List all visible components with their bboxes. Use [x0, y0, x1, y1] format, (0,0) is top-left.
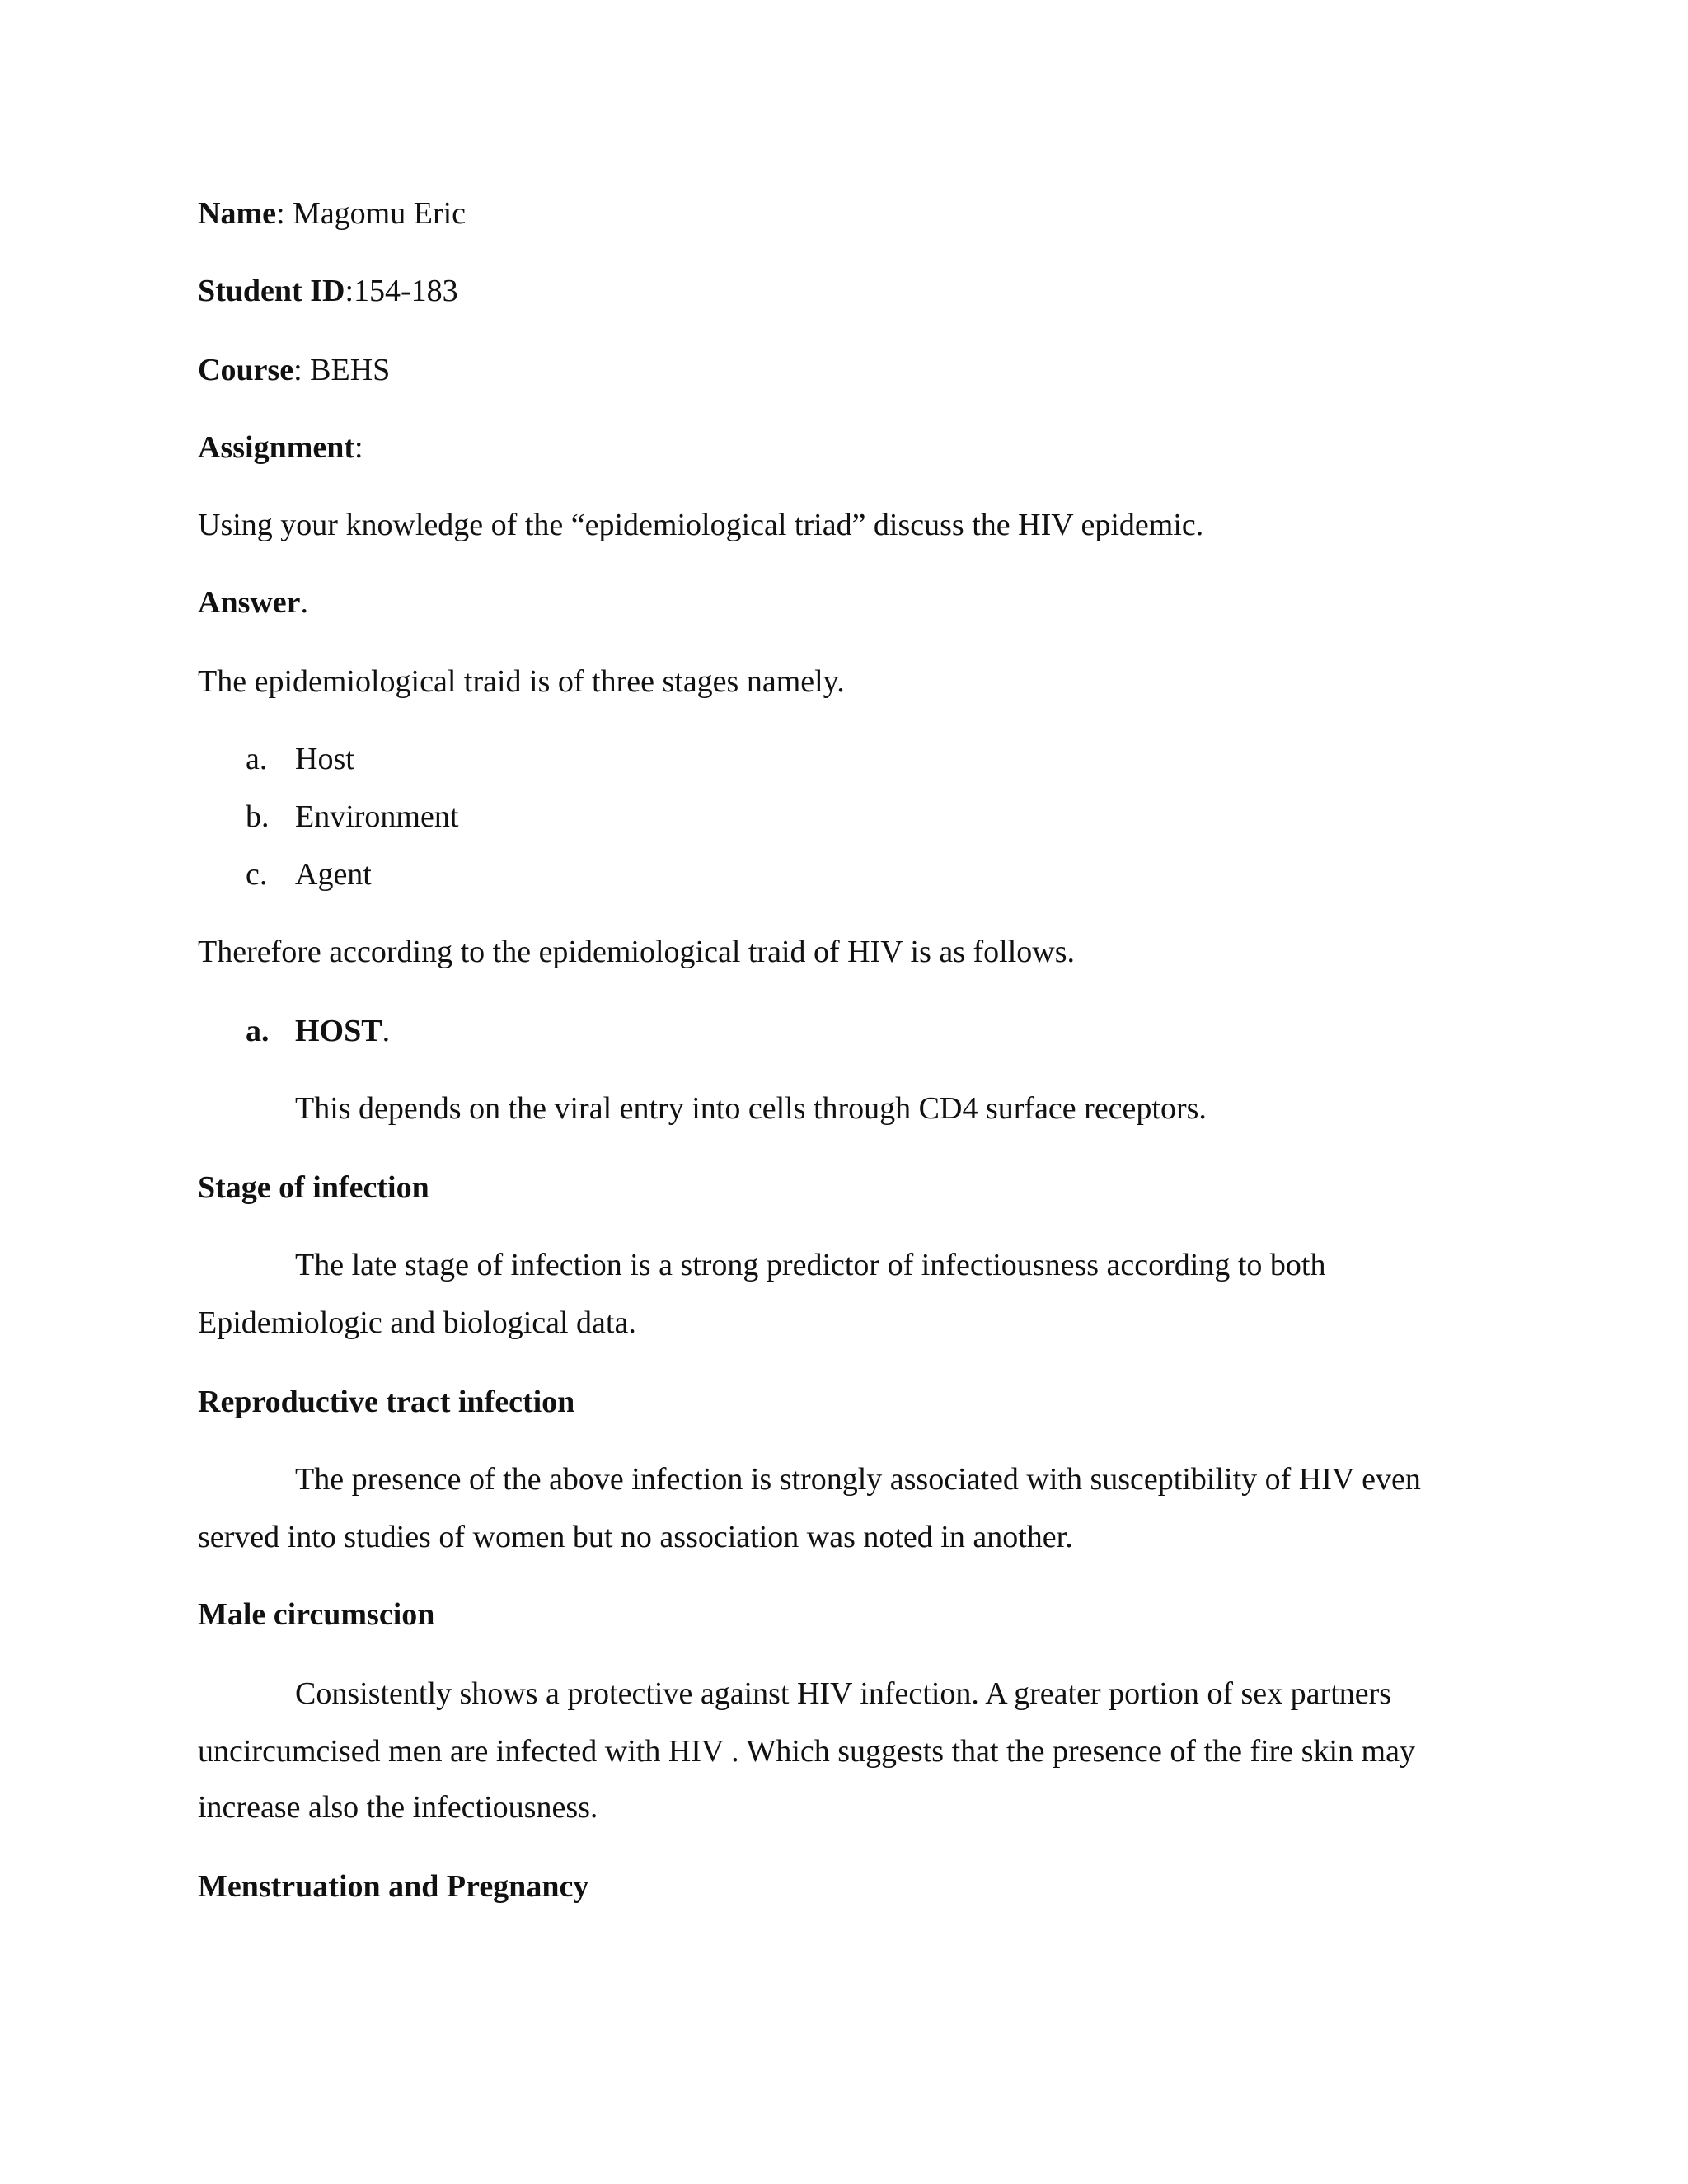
section-line: Epidemiologic and biological data.	[198, 1305, 636, 1340]
section-line: increase also the infectiousness.	[198, 1790, 598, 1825]
assignment-colon: :	[354, 430, 363, 465]
section-heading-menstruation: Menstruation and Pregnancy	[198, 1869, 589, 1904]
section-line: uncircumcised men are infected with HIV . Which suggests that the presence of the fire skin may	[198, 1734, 1415, 1769]
list-item	[246, 859, 267, 890]
assignment-line	[198, 432, 363, 463]
name-line	[198, 198, 466, 229]
course-line	[198, 354, 390, 386]
student-id-label: Student ID	[198, 274, 345, 308]
student-id-line	[198, 275, 458, 307]
list-item-text: Environment	[295, 799, 459, 834]
section-line: The presence of the above infection is strongly associated with susceptibility of HIV even	[295, 1462, 1421, 1497]
host-period: .	[382, 1014, 391, 1048]
name-label: Name	[198, 196, 276, 231]
answer-label: Answer	[198, 585, 301, 620]
list-item-text: Host	[295, 742, 354, 776]
assignment-label: Assignment	[198, 430, 355, 465]
answer-period: .	[300, 585, 309, 620]
list-item	[246, 801, 270, 832]
answer-line	[198, 587, 308, 618]
name-value: : Magomu Eric	[275, 196, 467, 231]
list-item-letter: c.	[246, 857, 268, 892]
student-id-value: :154-183	[345, 274, 458, 308]
course-label: Course	[198, 353, 294, 387]
section-line: Consistently shows a protective against HIV infection. A greater portion of sex partners	[295, 1676, 1392, 1711]
section-line: served into studies of women but no association was noted in another.	[198, 1520, 1073, 1554]
section-line: The late stage of infection is a strong predictor of infectiousness according to both	[295, 1248, 1326, 1282]
list-item-letter: a.	[246, 742, 268, 776]
section-heading-stage: Stage of infection	[198, 1170, 429, 1205]
intro-text: The epidemiological traid is of three stages namely.	[198, 664, 845, 699]
list-item	[246, 743, 267, 775]
therefore-text: Therefore according to the epidemiological traid of HIV is as follows.	[198, 935, 1076, 969]
section-heading-male: Male circumscion	[198, 1597, 435, 1632]
host-heading	[295, 1015, 390, 1047]
section-heading-reproductive: Reproductive tract infection	[198, 1385, 575, 1419]
course-value: : BEHS	[293, 353, 391, 387]
host-text: This depends on the viral entry into cells through CD4 surface receptors.	[295, 1091, 1207, 1126]
host-title: HOST	[295, 1014, 382, 1048]
host-letter: a.	[246, 1014, 270, 1048]
list-item-text: Agent	[295, 857, 372, 892]
list-item-letter: b.	[246, 799, 270, 834]
question-text: Using your knowledge of the “epidemiological triad” discuss the HIV epidemic.	[198, 508, 1204, 542]
